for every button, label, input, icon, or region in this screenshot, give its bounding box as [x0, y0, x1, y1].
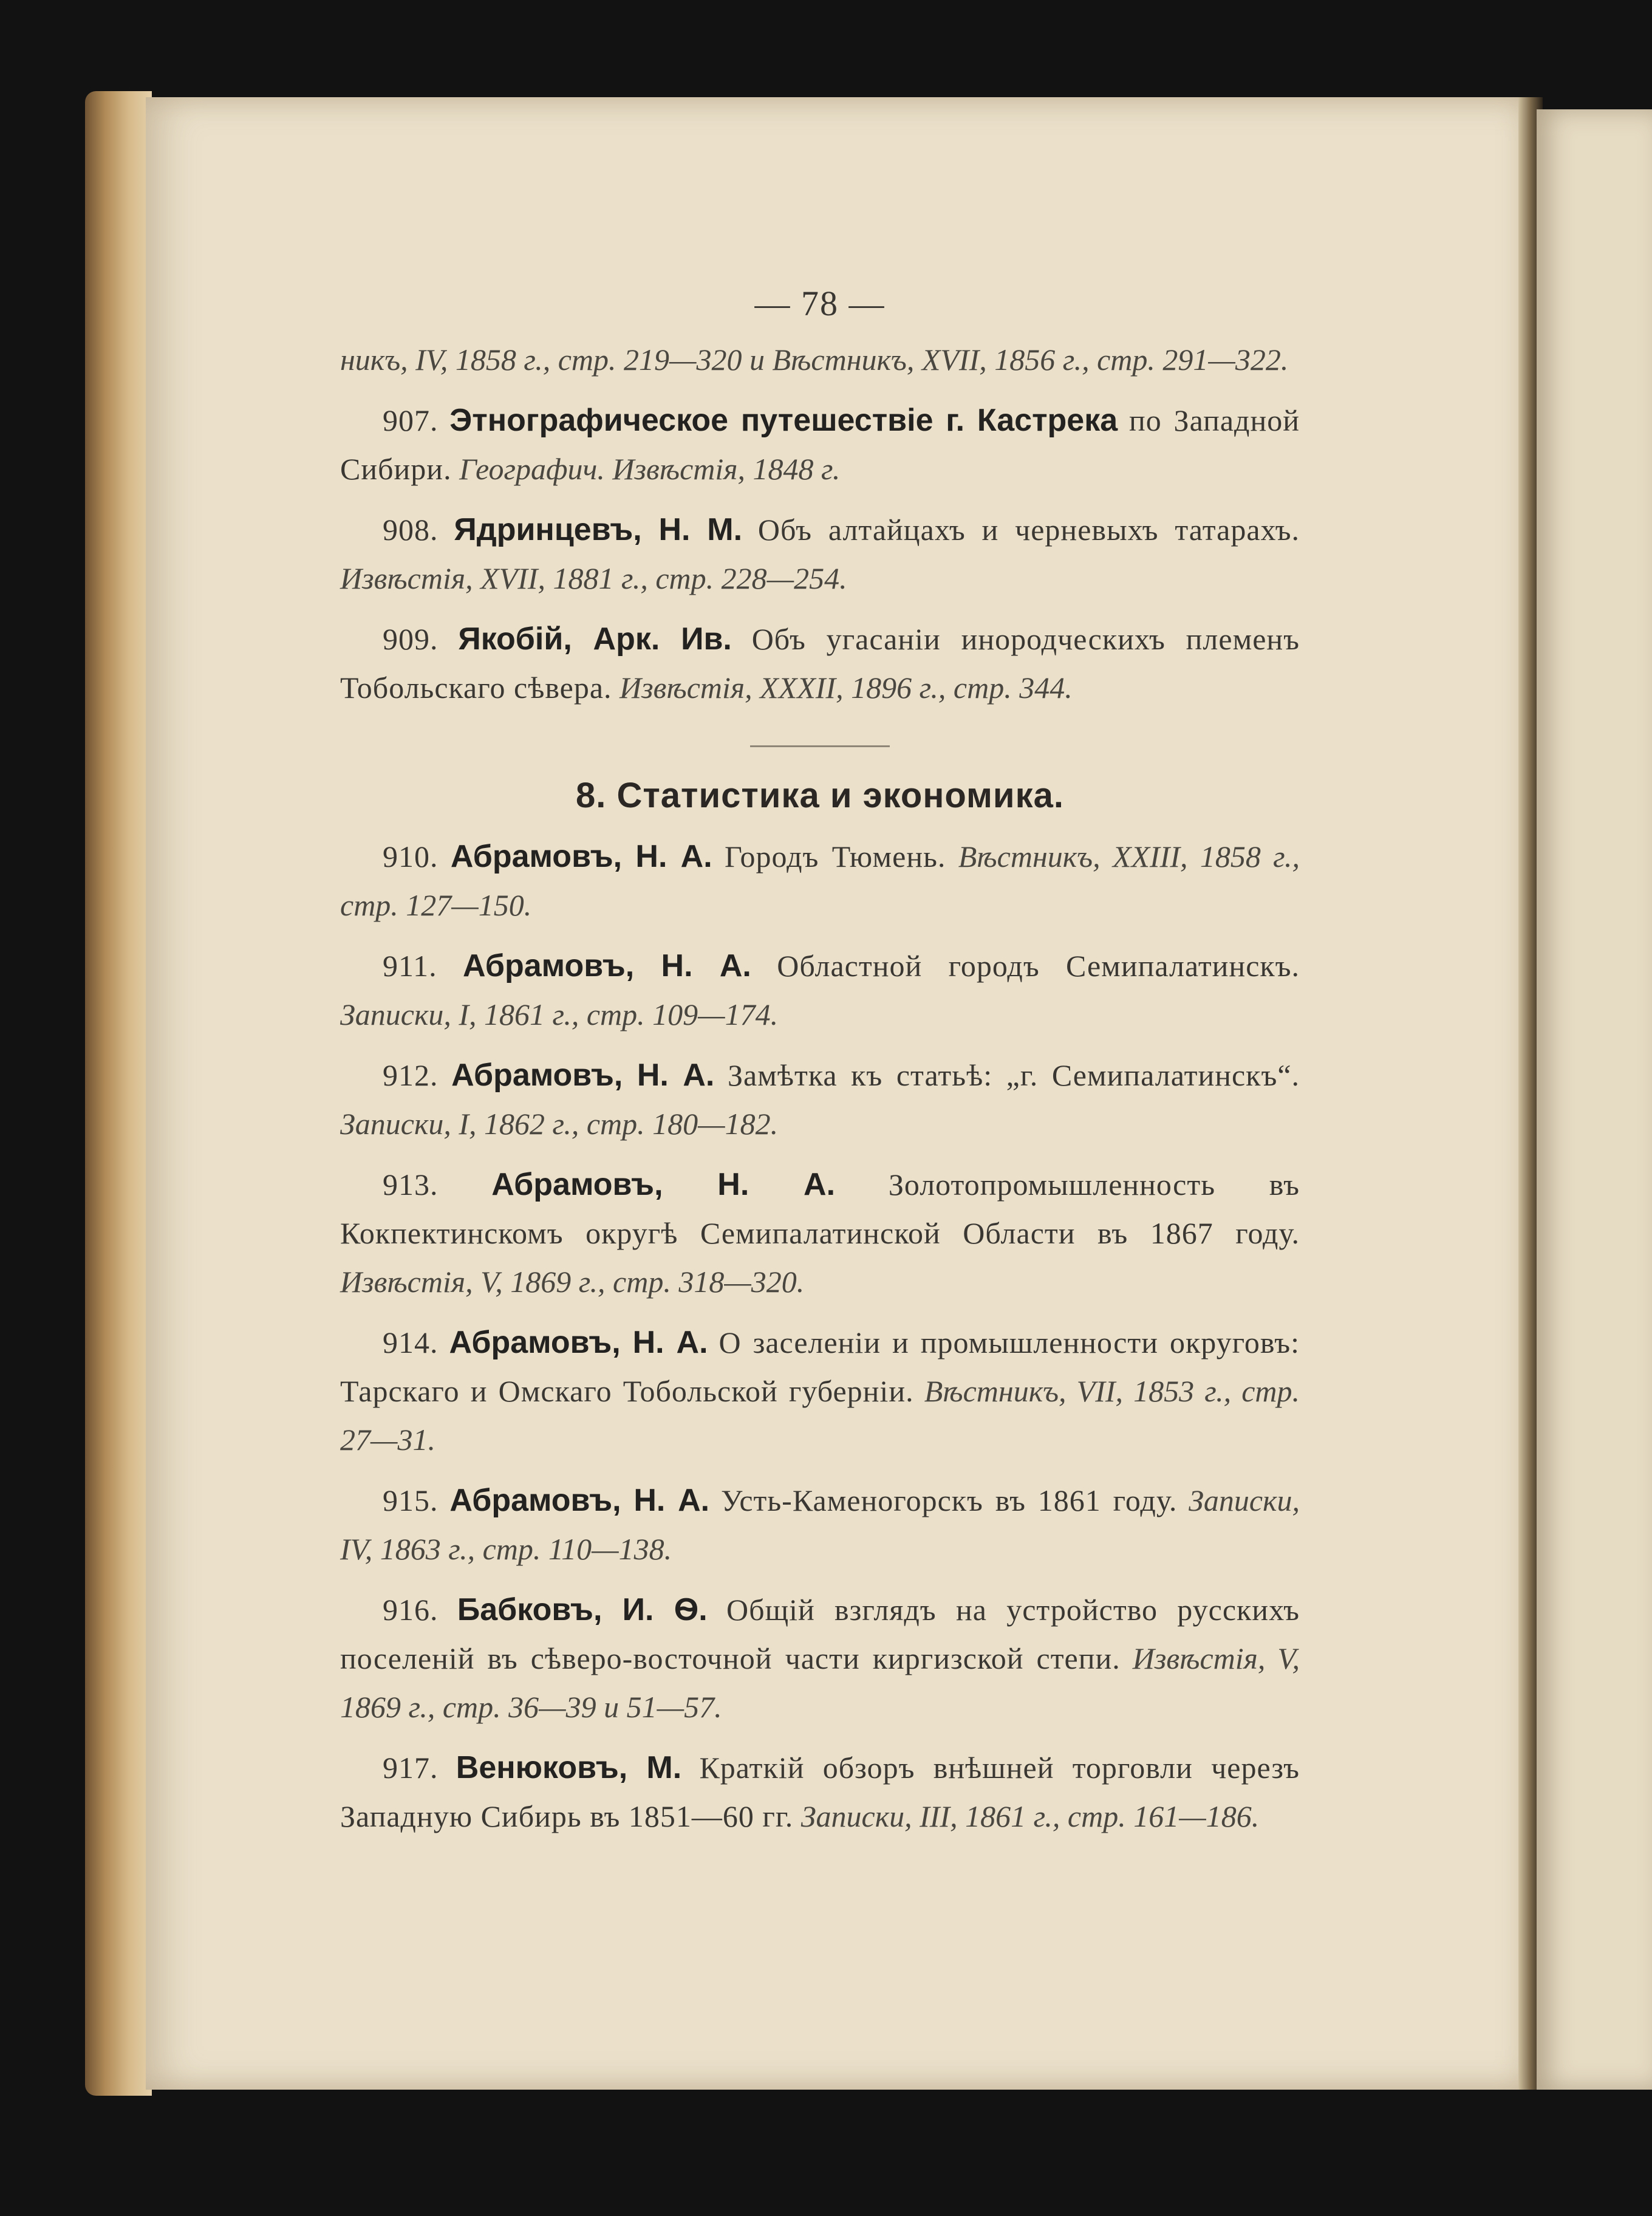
entry-author: Абрамовъ, Н. А. — [463, 948, 751, 983]
continuation-paragraph — [340, 335, 1300, 384]
entry-source: Записки, I, 1861 г., стр. 109—174. — [340, 997, 779, 1031]
entry-number: 907. — [383, 403, 439, 437]
entry-title: Городъ Тюмень. — [725, 840, 946, 874]
entry-number: 915. — [383, 1483, 439, 1517]
entry-number: 916. — [383, 1593, 439, 1627]
entry-number: 917. — [383, 1751, 439, 1785]
entry-source: Записки, III, 1861 г., стр. 161—186. — [800, 1799, 1260, 1833]
entry-author: Абрамовъ, Н. А. — [449, 1483, 710, 1518]
entry-908 — [340, 505, 1300, 603]
entry-title: Усть-Каменогорскъ въ 1861 году. — [720, 1483, 1178, 1517]
entry-author: Этнографическое путешествіе г. Кастрека — [449, 403, 1118, 438]
entry-title: О заселеніи и промышленности округовъ: Тарскаго и Омскаго Тобольской губерніи. — [340, 1325, 1300, 1408]
section-divider — [750, 745, 890, 747]
entry-author: Абрамовъ, Н. А. — [449, 1325, 708, 1360]
book-edge — [85, 91, 152, 2096]
entry-916 — [340, 1585, 1300, 1731]
entry-title: Объ алтайцахъ и черневыхъ татарахъ. — [757, 513, 1300, 547]
entry-number: 914. — [383, 1325, 439, 1359]
entry-number: 913. — [383, 1168, 439, 1202]
entry-author: Бабковъ, И. Ѳ. — [457, 1592, 708, 1627]
entry-914 — [340, 1318, 1300, 1464]
entry-number: 910. — [383, 840, 439, 874]
entry-title: Общій взглядъ на устройство русскихъ поселеній въ сѣверо-восточной части киргизской степи. — [340, 1593, 1300, 1675]
entry-source: Вѣстникъ, XXIII, 1858 г., стр. 127—150. — [340, 840, 1300, 922]
entry-source: Извѣстія, XXXII, 1896 г., стр. 344. — [620, 671, 1073, 705]
page-number: — 78 — — [754, 284, 886, 323]
entry-author: Абрамовъ, Н. А. — [491, 1167, 836, 1202]
entry-source: Географич. Извѣстія, 1848 г. — [459, 452, 841, 486]
entry-author: Абрамовъ, Н. А. — [451, 1058, 715, 1093]
entry-915 — [340, 1476, 1300, 1573]
entry-911 — [340, 942, 1300, 1039]
entry-title: по Западной Сибири. — [340, 403, 1300, 486]
entry-912 — [340, 1051, 1300, 1148]
entry-title: Замѣтка къ статьѣ: „г. Семипалатинскъ“. — [727, 1058, 1300, 1092]
entry-title: Краткій обзоръ внѣшней торговли черезъ Западную Сибирь въ 1851—60 гг. — [340, 1751, 1300, 1833]
entry-917 — [340, 1743, 1300, 1841]
page-text — [340, 279, 1300, 1853]
entry-number: 912. — [383, 1058, 439, 1092]
entry-title: Объ угасаніи инородческихъ племенъ Тобольскаго сѣвера. — [340, 622, 1300, 705]
entry-913 — [340, 1160, 1300, 1306]
entry-author: Венюковъ, М. — [456, 1750, 682, 1785]
entry-source: Записки, I, 1862 г., стр. 180—182. — [340, 1107, 779, 1141]
entry-source: Извѣстія, V, 1869 г., стр. 36—39 и 51—57. — [340, 1641, 1300, 1724]
entry-number: 908. — [383, 513, 439, 547]
entry-author: Якобій, Арк. Ив. — [458, 621, 732, 657]
entry-number: 911. — [383, 949, 437, 983]
continuation-source: никъ, IV, 1858 г., стр. 219—320 и Вѣстникъ, XVII, 1856 г., стр. 291—322. — [340, 343, 1289, 377]
entry-source: Извѣстія, V, 1869 г., стр. 318—320. — [340, 1265, 805, 1299]
entry-source: Извѣстія, XVII, 1881 г., стр. 228—254. — [340, 561, 847, 595]
entry-910 — [340, 832, 1300, 929]
entry-907 — [340, 396, 1300, 493]
entry-source: Записки, IV, 1863 г., стр. 110—138. — [340, 1483, 1300, 1566]
entry-909 — [340, 615, 1300, 712]
section-heading: 8. Статистика и экономика. — [576, 776, 1064, 815]
entry-title: Золотопромышленность въ Кокпектинскомъ округѣ Семипалатинской Области въ 1867 году. — [340, 1168, 1300, 1250]
entry-author: Ядринцевъ, Н. М. — [454, 512, 743, 547]
next-page-edge — [1537, 109, 1652, 2090]
entry-author: Абрамовъ, Н. А. — [450, 839, 712, 874]
entry-source: Вѣстникъ, VII, 1853 г., стр. 27—31. — [340, 1374, 1300, 1457]
entry-title: Областной городъ Семипалатинскъ. — [777, 949, 1300, 983]
entry-number: 909. — [383, 622, 439, 656]
